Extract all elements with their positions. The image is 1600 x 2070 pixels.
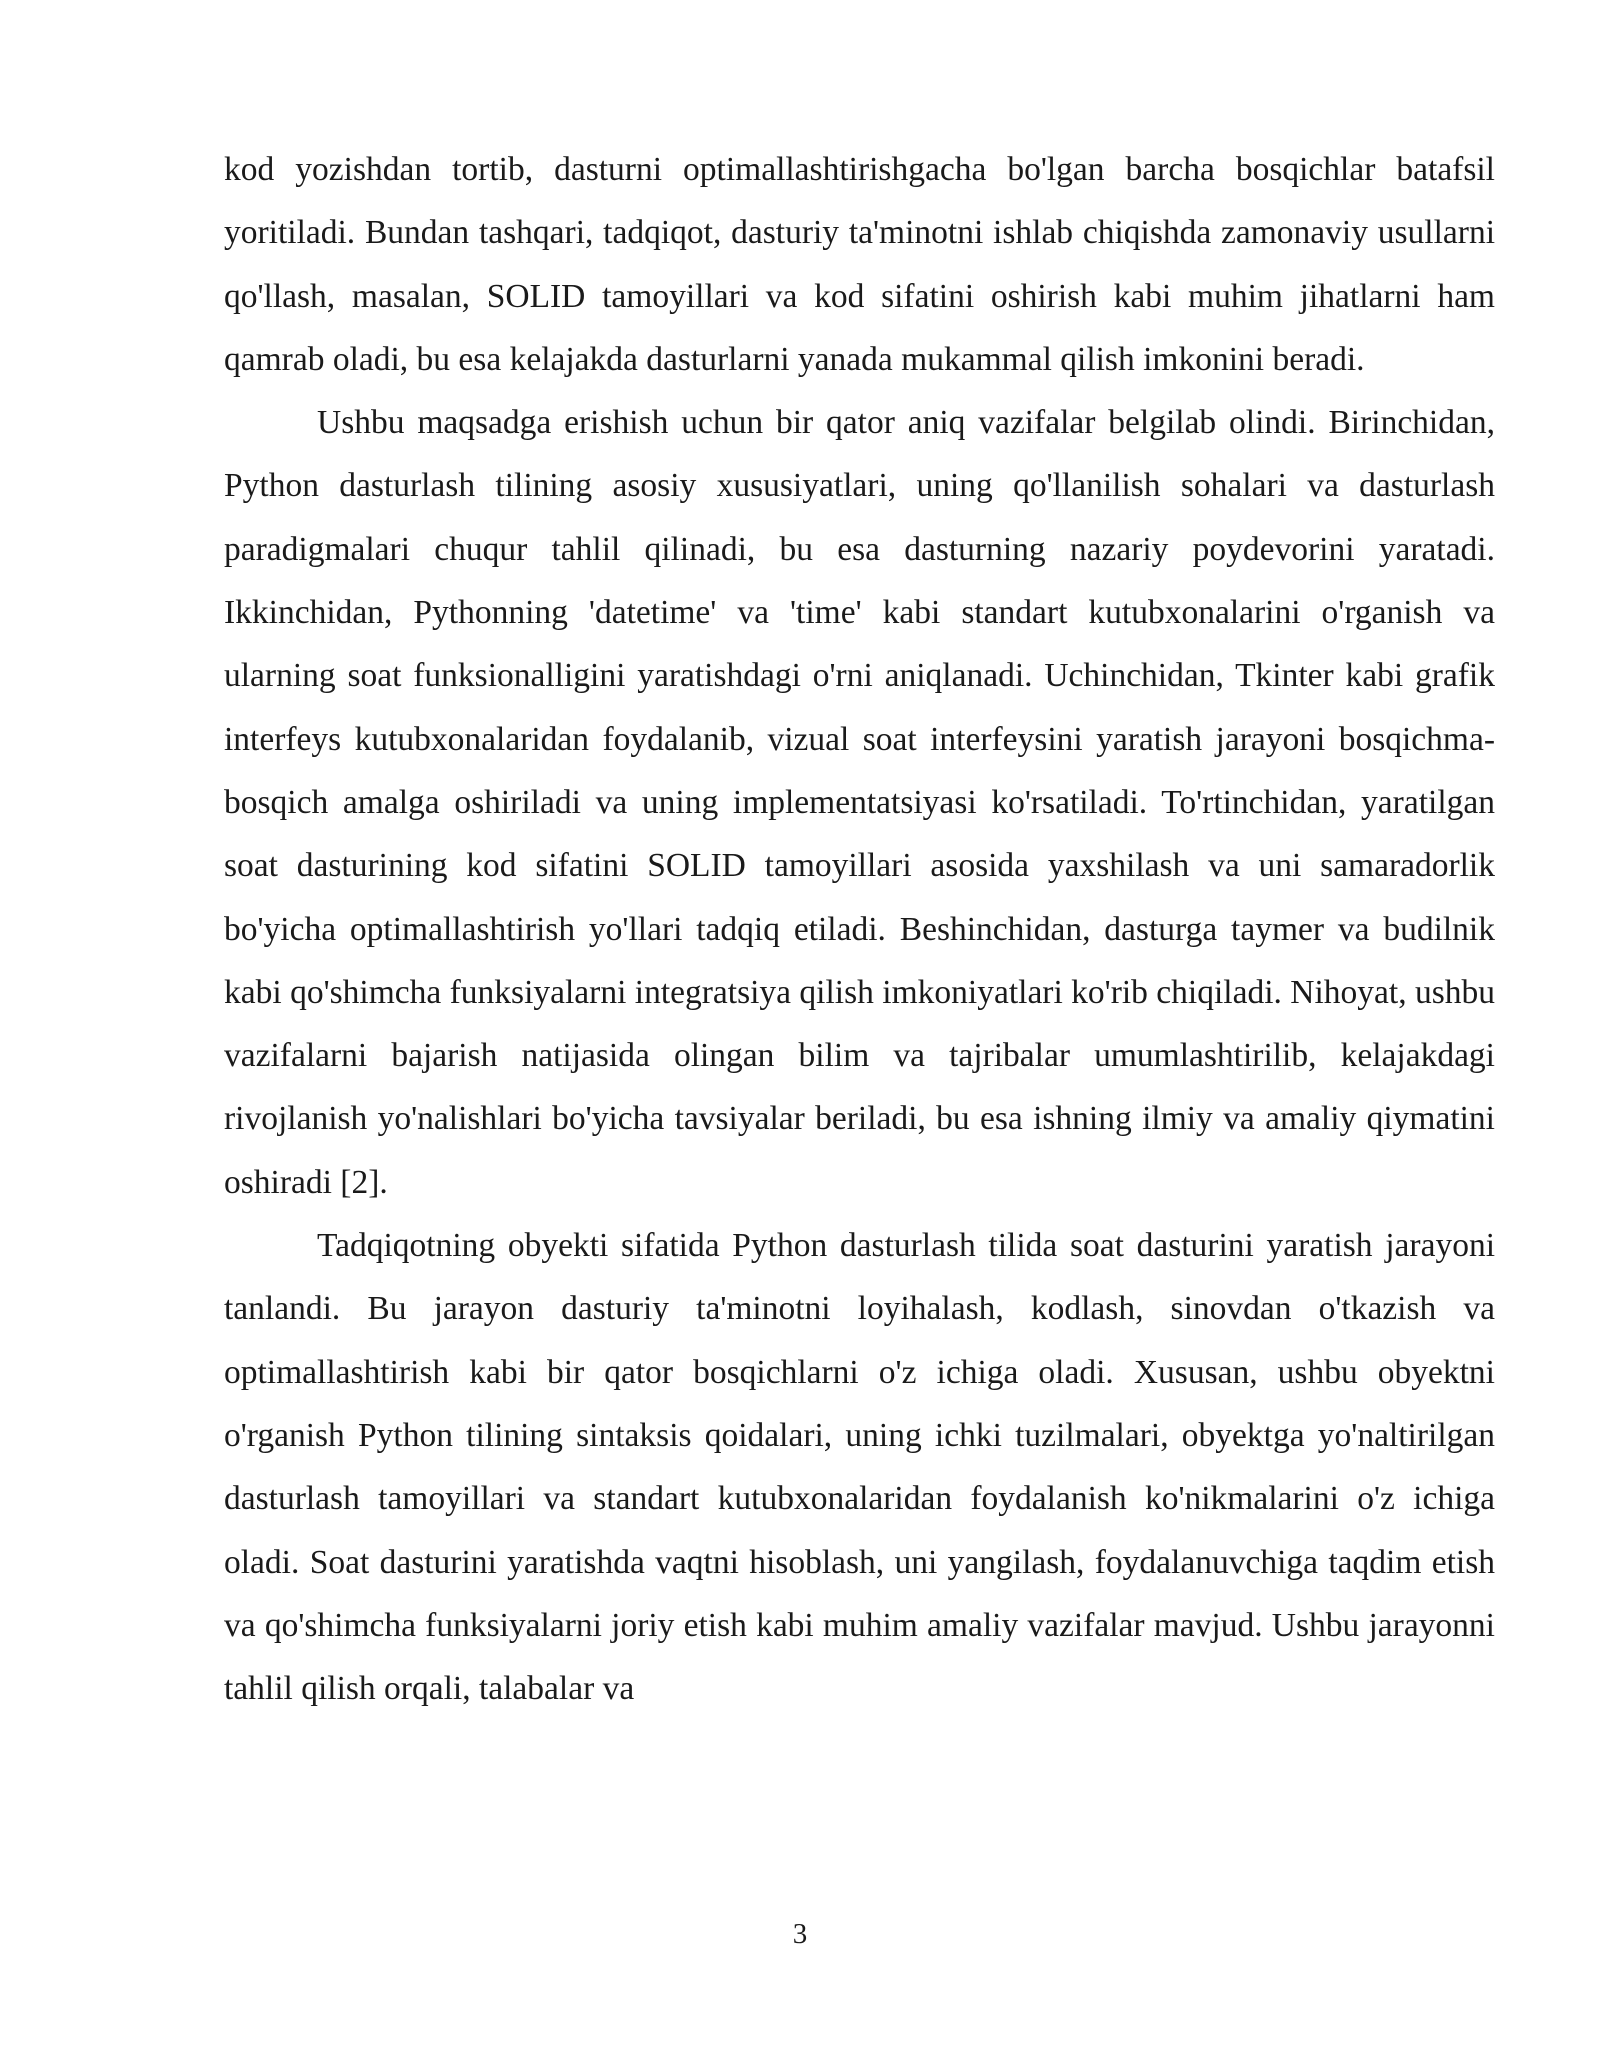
paragraph-research-object: Tadqiqotning obyekti sifatida Python dasturlash tilida soat dasturini yaratish jarayoni tanlandi. Bu jarayon dasturiy ta'minotni loyihalash, kodlash, sinovdan o'tkazish va optimallashtirish kabi bir qator bosqichlarni o'z ichiga oladi. Xususan, ushbu obyektni o'rganish Python tilining sintaksis qoidalari, uning ichki tuzilmalari, obyektga yo'naltirilgan dasturlash tamoyillari va standart kutubxonalaridan foydalanish ko'nikmalarini o'z ichiga oladi. Soat dasturini yaratishda vaqtni hisoblash, uni yangilash, foydalanuvchiga taqdim etish va qo'shimcha funksiyalarni joriy etish kabi muhim amaliy vazifalar mavjud. Ushbu jarayonni tahlil qilish orqali, talabalar va bbox=[224, 1227, 1495, 1708]
paragraph-tasks: Ushbu maqsadga erishish uchun bir qator aniq vazifalar belgilab olindi. Birinchidan, Python dasturlash tilining asosiy xususiyatlari, uning qo'llanilish sohalari va dasturlash paradigmalari chuqur tahlil qilinadi, bu esa dasturning nazariy poydevorini yaratadi. Ikkinchidan, Pythonning 'datetime' va 'time' kabi standart kutubxonalarini o'rganish va ularning soat funksionalligini yaratishdagi o'rni aniqlanadi. Uchinchidan, Tkinter kabi grafik interfeys kutubxonalaridan foydalanib, vizual soat interfeysini yaratish jarayoni bosqichma-bosqich amalga oshiriladi va uning implementatsiyasi ko'rsatiladi. To'rtinchidan, yaratilgan soat dasturining kod sifatini SOLID tamoyillari asosida yaxshilash va uni samaradorlik bo'yicha optimallashtirish yo'llari tadqiq etiladi. Beshinchidan, dasturga taymer va budilnik kabi qo'shimcha funksiyalarni integratsiya qilish imkoniyatlari ko'rib chiqiladi. Nihoyat, ushbu vazifalarni bajarish natijasida olingan bilim va tajribalar umumlashtirilib, kelajakdagi rivojlanish yo'nalishlari bo'yicha tavsiyalar beriladi, bu esa ishning ilmiy va amaliy qiymatini oshiradi [2]. bbox=[224, 404, 1495, 1201]
paragraph-continuation: kod yozishdan tortib, dasturni optimallashtirishgacha bo'lgan barcha bosqichlar batafsil yoritiladi. Bundan tashqari, tadqiqot, dasturiy ta'minotni ishlab chiqishda zamonaviy usullarni qo'llash, masalan, SOLID tamoyillari va kod sifatini oshirish kabi muhim jihatlarni ham qamrab oladi, bu esa kelajakda dasturlarni yanada mukammal qilish imkonini beradi. bbox=[224, 151, 1495, 378]
page-number: 3 bbox=[792, 1918, 808, 1950]
body-text bbox=[224, 138, 1495, 1720]
